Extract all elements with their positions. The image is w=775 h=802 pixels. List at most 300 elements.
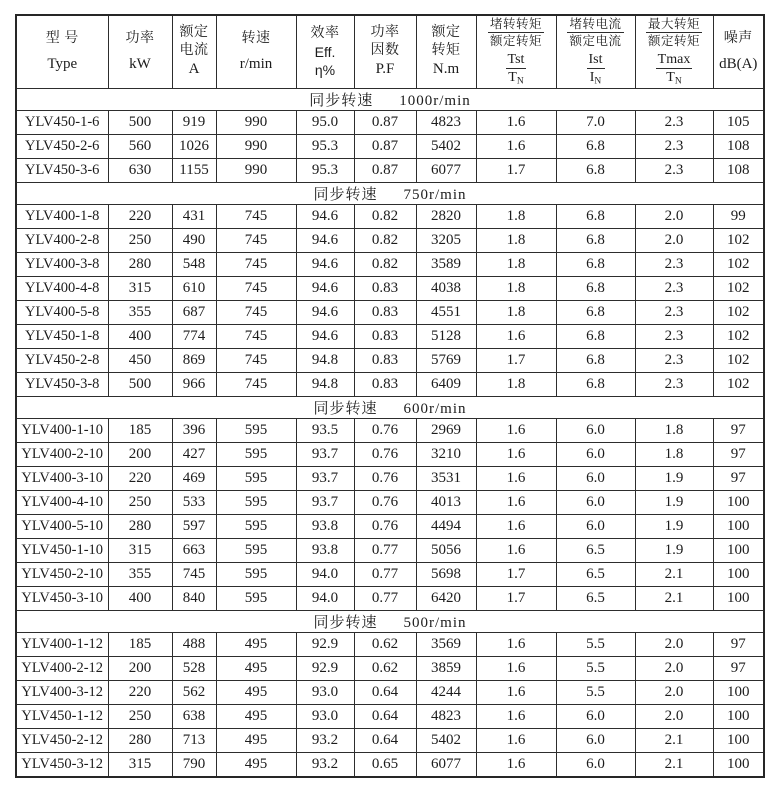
value-cell: 94.8 <box>296 373 354 397</box>
value-cell: 1.6 <box>476 111 556 135</box>
value-cell: 0.87 <box>354 159 416 183</box>
tmax-cn-fraction <box>646 17 702 48</box>
value-cell: 0.76 <box>354 515 416 539</box>
value-cell: 250 <box>108 229 172 253</box>
value-cell: 185 <box>108 419 172 443</box>
value-cell: 280 <box>108 515 172 539</box>
value-cell: 4551 <box>416 301 476 325</box>
col-pf-en: P.F <box>375 61 395 78</box>
value-cell: 5402 <box>416 729 476 753</box>
table-row <box>16 205 764 229</box>
model-cell: YLV400-5-10 <box>16 515 108 539</box>
value-cell: 102 <box>713 253 764 277</box>
value-cell: 0.83 <box>354 325 416 349</box>
tmax-cn-top: 最大转矩 <box>647 16 700 31</box>
table-row <box>16 587 764 611</box>
section-band-cell <box>16 89 764 111</box>
value-cell: 500 <box>108 373 172 397</box>
table-row <box>16 681 764 705</box>
value-cell: 1.7 <box>476 563 556 587</box>
table-row <box>16 729 764 753</box>
value-cell: 745 <box>216 229 296 253</box>
value-cell: 595 <box>216 587 296 611</box>
value-cell: 597 <box>172 515 216 539</box>
value-cell: 1.8 <box>635 419 713 443</box>
value-cell: 280 <box>108 729 172 753</box>
value-cell: 663 <box>172 539 216 563</box>
model-cell: YLV400-1-8 <box>16 205 108 229</box>
band-speed-value: 1000r/min <box>399 93 471 109</box>
value-cell: 2.1 <box>635 563 713 587</box>
section-band-cell <box>16 397 764 419</box>
model-cell: YLV400-3-10 <box>16 467 108 491</box>
model-cell: YLV400-1-12 <box>16 633 108 657</box>
col-speed-en: r/min <box>239 55 273 72</box>
value-cell: 315 <box>108 539 172 563</box>
tmax-sym-bot: $T_N$ <box>666 70 682 87</box>
section-band-row <box>16 89 764 111</box>
col-current-en: A <box>188 61 200 78</box>
value-cell: 2.3 <box>635 253 713 277</box>
motor-spec-table <box>15 14 765 778</box>
model-cell: YLV450-3-12 <box>16 753 108 778</box>
value-cell: 3589 <box>416 253 476 277</box>
section-band-row <box>16 183 764 205</box>
tst-sym-bot: $T_N$ <box>508 70 524 87</box>
col-torque-cn2: 转矩 <box>431 43 461 59</box>
value-cell: 220 <box>108 205 172 229</box>
band-label-cn: 同步转速 <box>309 93 374 109</box>
tmax-cn-bot: 额定转矩 <box>647 33 700 48</box>
value-cell: 94.6 <box>296 253 354 277</box>
table-row <box>16 159 764 183</box>
value-cell: 1.6 <box>476 633 556 657</box>
value-cell: 6.8 <box>556 325 635 349</box>
value-cell: 869 <box>172 349 216 373</box>
value-cell: 495 <box>216 633 296 657</box>
tst-sym-fraction <box>506 52 527 88</box>
table-row <box>16 253 764 277</box>
value-cell: 6.8 <box>556 301 635 325</box>
value-cell: 102 <box>713 325 764 349</box>
value-cell: 99 <box>713 205 764 229</box>
model-cell: YLV400-4-10 <box>16 491 108 515</box>
value-cell: 97 <box>713 633 764 657</box>
value-cell: 1.7 <box>476 159 556 183</box>
value-cell: 93.5 <box>296 419 354 443</box>
value-cell: 1.8 <box>476 373 556 397</box>
col-eff-en2: η% <box>314 62 336 79</box>
value-cell: 495 <box>216 705 296 729</box>
value-cell: 0.77 <box>354 563 416 587</box>
value-cell: 5.5 <box>556 657 635 681</box>
table-row <box>16 443 764 467</box>
value-cell: 5769 <box>416 349 476 373</box>
value-cell: 100 <box>713 563 764 587</box>
value-cell: 560 <box>108 135 172 159</box>
value-cell: 6.0 <box>556 419 635 443</box>
value-cell: 495 <box>216 729 296 753</box>
model-cell: YLV450-3-6 <box>16 159 108 183</box>
value-cell: 2.0 <box>635 705 713 729</box>
value-cell: 94.0 <box>296 563 354 587</box>
value-cell: 6.8 <box>556 135 635 159</box>
value-cell: 3205 <box>416 229 476 253</box>
value-cell: 2.3 <box>635 301 713 325</box>
value-cell: 630 <box>108 159 172 183</box>
col-header-tmax-ratio <box>635 15 713 89</box>
value-cell: 4823 <box>416 705 476 729</box>
col-torque-en: N.m <box>432 61 460 78</box>
value-cell: 95.3 <box>296 159 354 183</box>
value-cell: 595 <box>216 467 296 491</box>
value-cell: 0.76 <box>354 467 416 491</box>
model-cell: YLV450-1-6 <box>16 111 108 135</box>
value-cell: 0.82 <box>354 229 416 253</box>
value-cell: 2.1 <box>635 587 713 611</box>
value-cell: 427 <box>172 443 216 467</box>
value-cell: 102 <box>713 349 764 373</box>
value-cell: 355 <box>108 301 172 325</box>
value-cell: 6409 <box>416 373 476 397</box>
section-band-cell <box>16 183 764 205</box>
value-cell: 3569 <box>416 633 476 657</box>
value-cell: 4038 <box>416 277 476 301</box>
table-row <box>16 277 764 301</box>
value-cell: 490 <box>172 229 216 253</box>
table-row <box>16 325 764 349</box>
value-cell: 1.8 <box>635 443 713 467</box>
value-cell: 1.9 <box>635 539 713 563</box>
col-header-power-factor <box>354 15 416 89</box>
col-eff-en1: Eff. <box>314 43 336 60</box>
model-cell: YLV450-2-6 <box>16 135 108 159</box>
value-cell: 595 <box>216 563 296 587</box>
col-eff-cn: 效率 <box>310 25 340 41</box>
value-cell: 0.83 <box>354 301 416 325</box>
col-header-tst-ratio <box>476 15 556 89</box>
model-cell: YLV450-2-8 <box>16 349 108 373</box>
value-cell: 93.7 <box>296 467 354 491</box>
value-cell: 0.65 <box>354 753 416 778</box>
value-cell: 745 <box>216 253 296 277</box>
value-cell: 0.82 <box>354 205 416 229</box>
value-cell: 94.8 <box>296 349 354 373</box>
value-cell: 280 <box>108 253 172 277</box>
value-cell: 1.9 <box>635 467 713 491</box>
value-cell: 6.0 <box>556 515 635 539</box>
value-cell: 0.77 <box>354 587 416 611</box>
value-cell: 774 <box>172 325 216 349</box>
value-cell: 102 <box>713 301 764 325</box>
value-cell: 2.0 <box>635 205 713 229</box>
value-cell: 97 <box>713 419 764 443</box>
col-power-en: kW <box>129 55 151 72</box>
value-cell: 6.0 <box>556 705 635 729</box>
table-row <box>16 753 764 778</box>
value-cell: 966 <box>172 373 216 397</box>
value-cell: 355 <box>108 563 172 587</box>
col-pf-cn1: 功率 <box>370 25 400 41</box>
value-cell: 0.87 <box>354 135 416 159</box>
value-cell: 0.83 <box>354 373 416 397</box>
value-cell: 3210 <box>416 443 476 467</box>
col-current-cn1: 额定 <box>179 25 209 41</box>
value-cell: 94.6 <box>296 205 354 229</box>
value-cell: 745 <box>216 277 296 301</box>
col-torque-cn1: 额定 <box>431 25 461 41</box>
value-cell: 1155 <box>172 159 216 183</box>
value-cell: 6.8 <box>556 205 635 229</box>
ist-sym-fraction <box>587 52 605 88</box>
value-cell: 713 <box>172 729 216 753</box>
value-cell: 495 <box>216 681 296 705</box>
value-cell: 5.5 <box>556 633 635 657</box>
value-cell: 745 <box>216 373 296 397</box>
model-cell: YLV400-4-8 <box>16 277 108 301</box>
value-cell: 919 <box>172 111 216 135</box>
value-cell: 495 <box>216 753 296 778</box>
tmax-sym-fraction <box>656 52 693 88</box>
table-row <box>16 539 764 563</box>
value-cell: 5.5 <box>556 681 635 705</box>
value-cell: 595 <box>216 443 296 467</box>
ist-cn-top: 堵转电流 <box>569 16 622 31</box>
value-cell: 102 <box>713 229 764 253</box>
value-cell: 95.0 <box>296 111 354 135</box>
value-cell: 93.8 <box>296 539 354 563</box>
value-cell: 745 <box>216 205 296 229</box>
value-cell: 2.0 <box>635 229 713 253</box>
value-cell: 6.8 <box>556 229 635 253</box>
value-cell: 450 <box>108 349 172 373</box>
value-cell: 250 <box>108 705 172 729</box>
col-type-cn: 型 号 <box>45 30 79 46</box>
model-cell: YLV450-1-8 <box>16 325 108 349</box>
value-cell: 790 <box>172 753 216 778</box>
model-cell: YLV400-2-10 <box>16 443 108 467</box>
value-cell: 2.3 <box>635 159 713 183</box>
value-cell: 610 <box>172 277 216 301</box>
value-cell: 2.1 <box>635 729 713 753</box>
value-cell: 220 <box>108 681 172 705</box>
value-cell: 6.0 <box>556 729 635 753</box>
value-cell: 1.8 <box>476 205 556 229</box>
value-cell: 396 <box>172 419 216 443</box>
value-cell: 94.6 <box>296 301 354 325</box>
value-cell: 6.8 <box>556 349 635 373</box>
value-cell: 108 <box>713 135 764 159</box>
value-cell: 0.76 <box>354 419 416 443</box>
value-cell: 100 <box>713 491 764 515</box>
table-row <box>16 705 764 729</box>
model-cell: YLV400-3-12 <box>16 681 108 705</box>
value-cell: 990 <box>216 135 296 159</box>
value-cell: 400 <box>108 325 172 349</box>
value-cell: 0.62 <box>354 657 416 681</box>
tst-cn-top: 堵转转矩 <box>489 16 542 31</box>
value-cell: 495 <box>216 657 296 681</box>
value-cell: 595 <box>216 539 296 563</box>
table-row <box>16 491 764 515</box>
value-cell: 4494 <box>416 515 476 539</box>
value-cell: 990 <box>216 159 296 183</box>
value-cell: 595 <box>216 491 296 515</box>
header-row <box>16 15 764 89</box>
col-header-rated-torque <box>416 15 476 89</box>
value-cell: 6.8 <box>556 373 635 397</box>
value-cell: 6.8 <box>556 277 635 301</box>
section-band-cell <box>16 611 764 633</box>
value-cell: 93.0 <box>296 681 354 705</box>
value-cell: 102 <box>713 373 764 397</box>
value-cell: 100 <box>713 705 764 729</box>
value-cell: 105 <box>713 111 764 135</box>
model-cell: YLV400-2-12 <box>16 657 108 681</box>
value-cell: 100 <box>713 681 764 705</box>
table-row <box>16 349 764 373</box>
value-cell: 745 <box>216 349 296 373</box>
value-cell: 4013 <box>416 491 476 515</box>
ist-cn-bot: 额定电流 <box>569 33 622 48</box>
value-cell: 1.6 <box>476 491 556 515</box>
model-cell: YLV450-1-12 <box>16 705 108 729</box>
band-speed-value: 750r/min <box>403 187 467 203</box>
value-cell: 2.0 <box>635 633 713 657</box>
value-cell: 431 <box>172 205 216 229</box>
value-cell: 1.8 <box>476 301 556 325</box>
value-cell: 100 <box>713 539 764 563</box>
table-header <box>16 15 764 89</box>
value-cell: 1.6 <box>476 419 556 443</box>
value-cell: 1.8 <box>476 229 556 253</box>
value-cell: 94.0 <box>296 587 354 611</box>
value-cell: 100 <box>713 515 764 539</box>
value-cell: 95.3 <box>296 135 354 159</box>
tst-cn-bot: 额定转矩 <box>489 33 542 48</box>
table-row <box>16 229 764 253</box>
value-cell: 93.7 <box>296 443 354 467</box>
value-cell: 315 <box>108 753 172 778</box>
value-cell: 0.76 <box>354 491 416 515</box>
table-row <box>16 563 764 587</box>
col-power-cn: 功率 <box>125 30 155 46</box>
value-cell: 93.0 <box>296 705 354 729</box>
value-cell: 7.0 <box>556 111 635 135</box>
value-cell: 93.7 <box>296 491 354 515</box>
value-cell: 1.9 <box>635 491 713 515</box>
value-cell: 745 <box>216 301 296 325</box>
value-cell: 102 <box>713 277 764 301</box>
value-cell: 4244 <box>416 681 476 705</box>
value-cell: 1.6 <box>476 681 556 705</box>
tmax-sym-top: Tmax <box>656 52 693 70</box>
table-row <box>16 419 764 443</box>
table-row <box>16 633 764 657</box>
table-row <box>16 111 764 135</box>
band-speed-value: 500r/min <box>403 615 467 631</box>
value-cell: 745 <box>216 325 296 349</box>
value-cell: 745 <box>172 563 216 587</box>
col-header-efficiency <box>296 15 354 89</box>
value-cell: 2.1 <box>635 753 713 778</box>
value-cell: 97 <box>713 467 764 491</box>
value-cell: 2820 <box>416 205 476 229</box>
value-cell: 6.8 <box>556 159 635 183</box>
table-body <box>16 89 764 778</box>
value-cell: 220 <box>108 467 172 491</box>
col-header-power <box>108 15 172 89</box>
value-cell: 1.6 <box>476 729 556 753</box>
value-cell: 0.83 <box>354 277 416 301</box>
value-cell: 92.9 <box>296 657 354 681</box>
value-cell: 93.2 <box>296 729 354 753</box>
table-row <box>16 657 764 681</box>
value-cell: 2969 <box>416 419 476 443</box>
value-cell: 6.0 <box>556 491 635 515</box>
value-cell: 990 <box>216 111 296 135</box>
value-cell: 1.8 <box>476 277 556 301</box>
col-current-cn2: 电流 <box>179 43 209 59</box>
value-cell: 6077 <box>416 753 476 778</box>
value-cell: 200 <box>108 657 172 681</box>
ist-sym-top: Ist <box>587 52 605 70</box>
ist-cn-fraction <box>567 17 623 48</box>
value-cell: 6.8 <box>556 253 635 277</box>
value-cell: 1.6 <box>476 443 556 467</box>
value-cell: 6.5 <box>556 587 635 611</box>
value-cell: 315 <box>108 277 172 301</box>
value-cell: 4823 <box>416 111 476 135</box>
value-cell: 0.77 <box>354 539 416 563</box>
table-row <box>16 373 764 397</box>
tst-sym-top: Tst <box>506 52 527 70</box>
value-cell: 3859 <box>416 657 476 681</box>
col-type-en: Type <box>47 55 78 72</box>
model-cell: YLV450-1-10 <box>16 539 108 563</box>
model-cell: YLV450-3-8 <box>16 373 108 397</box>
value-cell: 3531 <box>416 467 476 491</box>
value-cell: 0.64 <box>354 705 416 729</box>
value-cell: 528 <box>172 657 216 681</box>
value-cell: 1.8 <box>476 253 556 277</box>
value-cell: 94.6 <box>296 229 354 253</box>
value-cell: 548 <box>172 253 216 277</box>
model-cell: YLV450-3-10 <box>16 587 108 611</box>
value-cell: 6.0 <box>556 753 635 778</box>
band-label-cn: 同步转速 <box>313 187 378 203</box>
value-cell: 1.6 <box>476 467 556 491</box>
band-label-cn: 同步转速 <box>313 615 378 631</box>
value-cell: 0.82 <box>354 253 416 277</box>
value-cell: 1.6 <box>476 135 556 159</box>
value-cell: 1.6 <box>476 515 556 539</box>
value-cell: 94.6 <box>296 325 354 349</box>
value-cell: 108 <box>713 159 764 183</box>
value-cell: 6420 <box>416 587 476 611</box>
col-header-noise <box>713 15 764 89</box>
ist-sym-bot: $I_N$ <box>589 70 602 87</box>
model-cell: YLV400-1-10 <box>16 419 108 443</box>
value-cell: 100 <box>713 587 764 611</box>
value-cell: 687 <box>172 301 216 325</box>
value-cell: 2.0 <box>635 681 713 705</box>
value-cell: 0.76 <box>354 443 416 467</box>
value-cell: 2.3 <box>635 277 713 301</box>
col-noise-en: dB(A) <box>719 55 758 72</box>
model-cell: YLV400-3-8 <box>16 253 108 277</box>
tst-cn-fraction <box>488 17 544 48</box>
